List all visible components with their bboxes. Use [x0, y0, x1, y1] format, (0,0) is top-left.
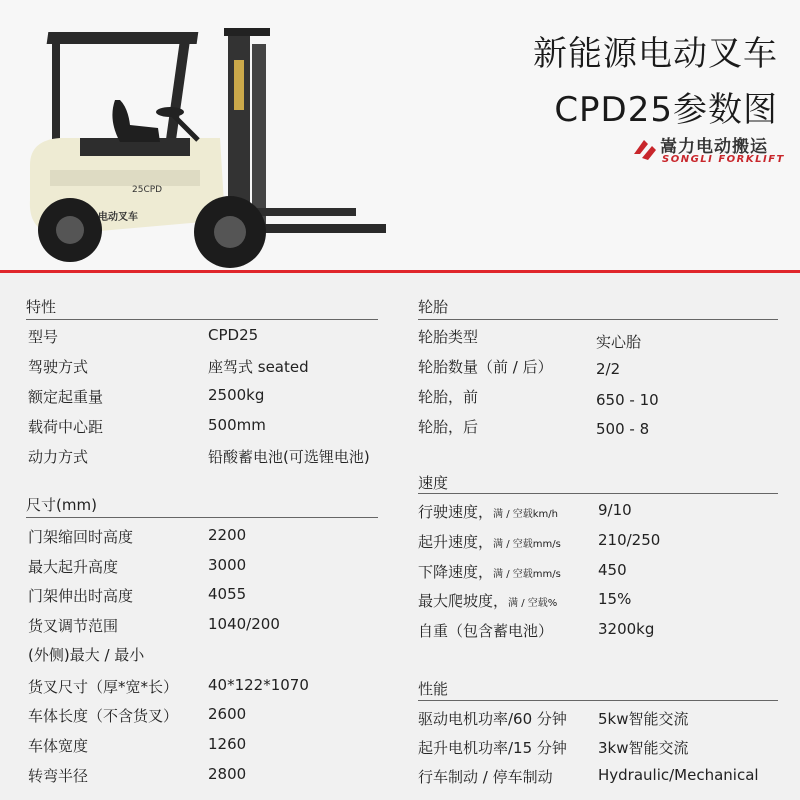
- section-underline: [26, 517, 378, 518]
- section-underline: [418, 493, 778, 494]
- section-underline: [418, 700, 778, 701]
- brand-mark-icon: [630, 134, 660, 164]
- brand-logo: [630, 132, 790, 172]
- section-underline: [418, 319, 778, 320]
- divider: [0, 270, 800, 273]
- section-underline: [26, 319, 378, 320]
- brand-name-en: SONGLI FORKLIFT: [662, 154, 785, 165]
- forklift-image: [20, 20, 390, 270]
- truck-badge: 电动叉车: [98, 212, 138, 223]
- page-subtitle: CPD25参数图: [554, 90, 778, 130]
- page-title: 新能源电动叉车: [533, 34, 778, 74]
- section-title-speed: 速度: [418, 474, 449, 492]
- section-title-dimensions: 尺寸(mm): [26, 496, 97, 514]
- section-title-tires: 轮胎: [418, 298, 449, 316]
- section-title-performance: 性能: [418, 680, 449, 698]
- section-title-features: 特性: [26, 298, 57, 316]
- truck-model-badge: 25CPD: [132, 185, 163, 195]
- brand-name-cn: 嵩力电动搬运: [660, 137, 768, 157]
